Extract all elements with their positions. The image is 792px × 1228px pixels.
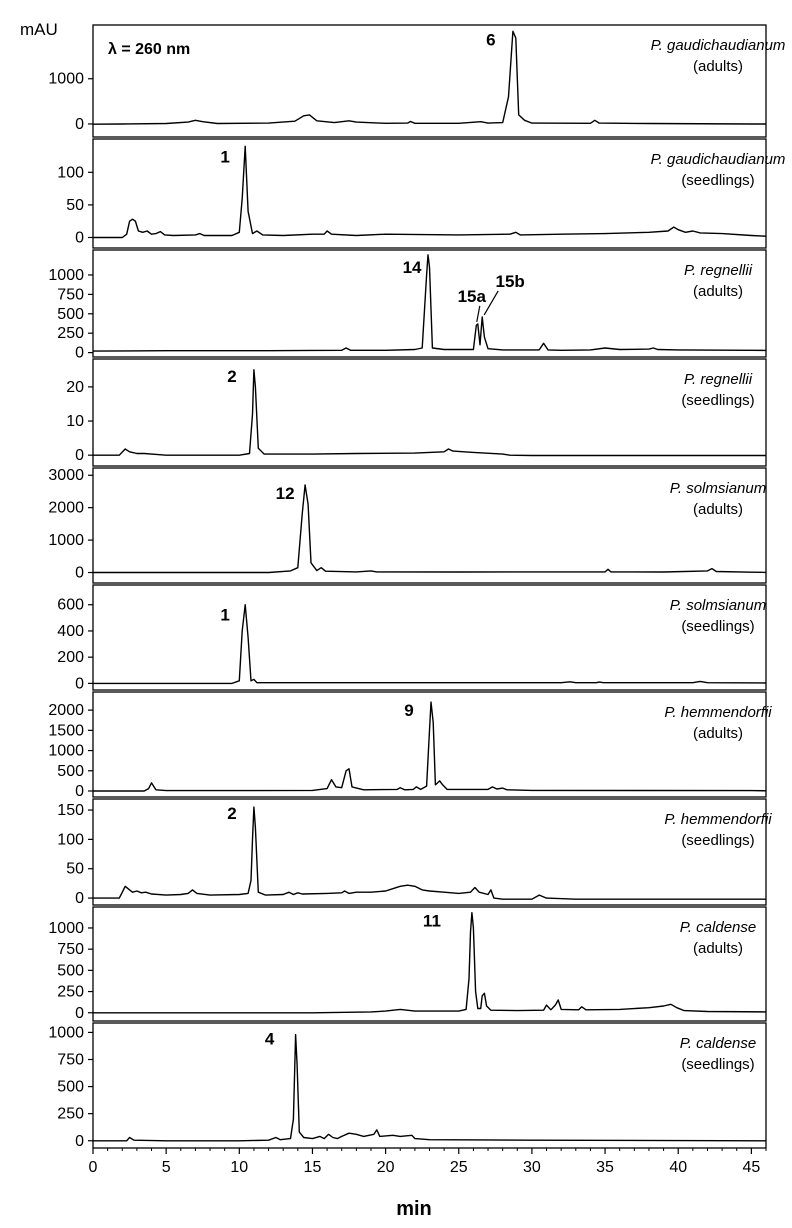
- panel-9: [48, 1023, 766, 1150]
- chromatogram-trace: [93, 1035, 766, 1141]
- x-tick-label: 15: [303, 1159, 322, 1176]
- species-label: P. gaudichaudianum: [650, 151, 786, 168]
- y-tick-label: 1000: [48, 70, 84, 88]
- peak-label-11: 11: [422, 911, 441, 931]
- y-tick-label: 1000: [48, 919, 84, 937]
- x-tick-label: 20: [376, 1159, 395, 1176]
- stage-label: (seedlings): [681, 618, 755, 635]
- y-tick-label: 750: [57, 1051, 84, 1069]
- y-tick-label: 0: [75, 1004, 84, 1022]
- panel-8: [48, 907, 766, 1022]
- stage-label: (seedlings): [681, 172, 755, 189]
- panel-6: [48, 692, 772, 800]
- panel-frame: [93, 359, 766, 466]
- x-tick-label: 0: [88, 1159, 98, 1176]
- panel-1: [57, 139, 785, 248]
- x-tick-label: 10: [230, 1159, 249, 1176]
- y-tick-label: 0: [75, 564, 84, 582]
- peak-label-9: 9: [404, 701, 414, 721]
- y-tick-label: 1000: [48, 266, 84, 284]
- stage-label: (adults): [692, 283, 744, 300]
- peak-label-1: 1: [220, 147, 230, 167]
- panel-5: [57, 585, 766, 692]
- y-unit-label: mAU: [20, 20, 58, 39]
- species-label: P. caldense: [679, 919, 757, 936]
- panel-7: [57, 799, 772, 907]
- y-tick-label: 150: [57, 802, 84, 820]
- panel-2: [48, 250, 766, 362]
- y-tick-label: 0: [75, 890, 84, 908]
- chromatogram-trace: [93, 370, 766, 456]
- peak-label-4: 4: [264, 1029, 275, 1049]
- y-tick-label: 0: [75, 115, 84, 133]
- y-tick-label: 750: [57, 941, 84, 959]
- y-tick-label: 500: [57, 1078, 84, 1096]
- chromatogram-trace: [93, 255, 766, 351]
- y-tick-label: 600: [57, 596, 84, 614]
- y-tick-label: 1000: [48, 532, 84, 550]
- peak-pointer: [484, 291, 498, 315]
- y-tick-label: 0: [75, 1132, 84, 1150]
- y-tick-label: 750: [57, 286, 84, 304]
- panel-0: [48, 25, 785, 137]
- y-tick-label: 3000: [48, 467, 84, 485]
- x-tick-label: 5: [161, 1159, 171, 1176]
- y-tick-label: 10: [66, 413, 84, 431]
- stage-label: (seedlings): [681, 392, 755, 409]
- x-axis-label: min: [396, 1198, 432, 1220]
- y-tick-label: 0: [75, 675, 84, 693]
- species-label: P. regnellii: [683, 262, 753, 279]
- y-tick-label: 0: [75, 344, 84, 362]
- x-tick-label: 45: [742, 1159, 761, 1176]
- x-axis: [89, 1148, 766, 1176]
- x-tick-label: 25: [449, 1159, 468, 1176]
- species-label: P. solmsianum: [669, 480, 767, 497]
- y-tick-label: 500: [57, 305, 84, 323]
- species-label: P. caldense: [679, 1035, 757, 1052]
- y-tick-label: 0: [75, 782, 84, 800]
- y-tick-label: 1000: [48, 1024, 84, 1042]
- y-tick-label: 500: [57, 762, 84, 780]
- peak-label-1: 1: [220, 605, 230, 625]
- x-tick-label: 35: [596, 1159, 614, 1176]
- y-tick-label: 200: [57, 649, 84, 667]
- y-tick-label: 2000: [48, 702, 84, 720]
- species-label: P. hemmendorfii: [664, 811, 772, 828]
- y-tick-label: 500: [57, 962, 84, 980]
- peak-label-2: 2: [227, 804, 237, 824]
- y-tick-label: 0: [75, 447, 84, 465]
- stage-label: (adults): [692, 58, 744, 75]
- y-tick-label: 50: [66, 860, 84, 878]
- y-tick-label: 20: [66, 378, 84, 396]
- y-tick-label: 50: [66, 196, 84, 214]
- species-label: P. hemmendorfii: [664, 704, 772, 721]
- peak-label-15a: 15a: [457, 286, 486, 306]
- stage-label: (adults): [692, 725, 744, 742]
- y-tick-label: 100: [57, 164, 84, 182]
- wavelength-annotation: λ = 260 nm: [108, 41, 191, 58]
- peak-label-14: 14: [402, 257, 422, 277]
- y-tick-label: 250: [57, 325, 84, 343]
- panel-3: [66, 359, 766, 466]
- y-tick-label: 250: [57, 983, 84, 1001]
- peak-label-15b: 15b: [495, 271, 525, 291]
- species-label: P. regnellii: [683, 371, 753, 388]
- peak-label-12: 12: [275, 483, 295, 503]
- peak-label-2: 2: [227, 366, 237, 386]
- y-tick-label: 1000: [48, 742, 84, 760]
- stage-label: (seedlings): [681, 1056, 755, 1073]
- y-tick-label: 0: [75, 229, 84, 247]
- peak-pointer: [477, 306, 480, 322]
- panel-frame: [93, 585, 766, 690]
- panel-frame: [93, 1023, 766, 1148]
- y-tick-label: 400: [57, 622, 84, 640]
- y-tick-label: 1500: [48, 722, 84, 740]
- stage-label: (adults): [692, 501, 744, 518]
- y-tick-label: 2000: [48, 499, 84, 517]
- chromatogram-trace: [93, 485, 766, 573]
- stage-label: (adults): [692, 940, 744, 957]
- panel-frame: [93, 468, 766, 583]
- y-tick-label: 250: [57, 1105, 84, 1123]
- panels: [48, 25, 785, 1150]
- species-label: P. gaudichaudianum: [650, 37, 786, 54]
- y-tick-label: 100: [57, 831, 84, 849]
- chromatogram-trace: [93, 605, 766, 684]
- peak-label-6: 6: [486, 30, 496, 50]
- stage-label: (seedlings): [681, 832, 755, 849]
- species-label: P. solmsianum: [669, 597, 767, 614]
- x-tick-label: 40: [669, 1159, 688, 1176]
- panel-4: [48, 467, 766, 583]
- x-tick-label: 30: [523, 1159, 541, 1176]
